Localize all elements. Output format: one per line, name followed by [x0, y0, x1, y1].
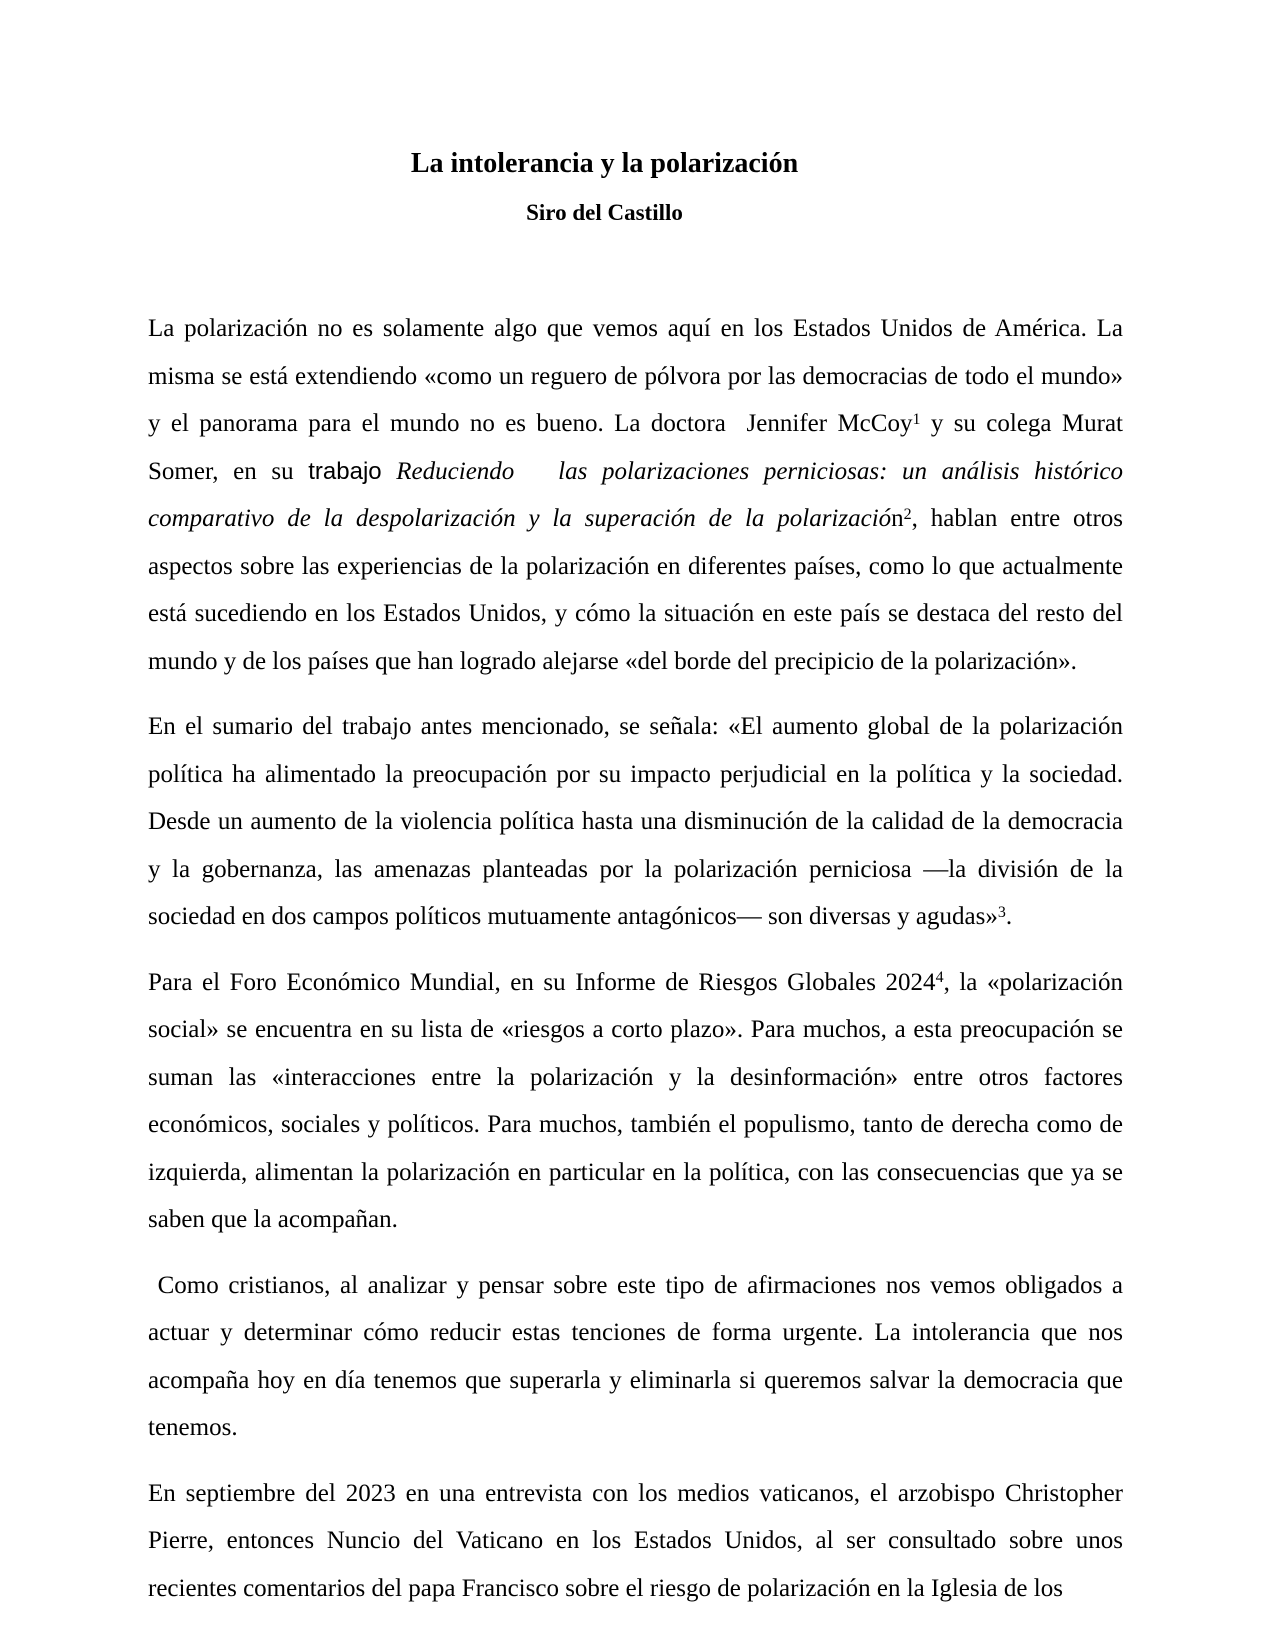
- paragraph: [148, 959, 1123, 1244]
- footnote-marker: 1: [912, 410, 921, 428]
- text-run: Como cristianos, al analizar y pensar sobre este tipo de afirmaciones nos vemos obligados a actuar y determinar cómo reducir estas tenciones de forma urgente. La intolerancia que nos acompaña hoy en día tenemos que superarla y eliminarla si queremos salvar la democracia que tenemos.: [148, 1271, 1123, 1441]
- text-run: trabajo: [308, 457, 382, 485]
- text-run: , hablan entre otros aspectos sobre las experiencias de la polarización en diferentes países, como lo que actualmente está sucediendo en los Estados Unidos, y cómo la situación en este país se destaca del resto del mundo y de los países que han logrado alejarse «del borde del precipicio de la polarización».: [148, 505, 1123, 675]
- document-body: [148, 305, 1123, 1612]
- document-author: Siro del Castillo: [526, 200, 683, 225]
- text-run: Para el Foro Económico Mundial, en su Informe de Riesgos Globales 2024: [148, 968, 936, 996]
- paragraph: [148, 703, 1123, 941]
- text-run: y su colega Murat Somer, en su: [148, 410, 1123, 485]
- text-run: n: [891, 505, 904, 532]
- text-run: Reduciendo las polarizaciones perniciosas: un análisis histórico comparativo de la despolarización y la superación de la polarizació: [148, 457, 1124, 532]
- text-run: [382, 458, 397, 485]
- text-run: En septiembre del 2023 en una entrevista con los medios vaticanos, el arzobispo Christopher Pierre, entonces Nuncio del Vaticano en los Estados Unidos, al ser consultado sobre unos recientes comentarios del papa Francisco sobre el riesgo de polarización en la Iglesia de los: [148, 1479, 1123, 1602]
- text-run: La polarización no es solamente algo que vemos aquí en los Estados Unidos de América. La misma se está extendiendo «como un reguero de pólvora por las democracias de todo el mundo» y el panorama para el mundo no es bueno. La doctora Jennifer McCoy: [148, 315, 1123, 437]
- document-content: [148, 0, 1123, 1630]
- footnote-marker: 2: [903, 505, 912, 523]
- text-run: .: [1005, 903, 1013, 930]
- document-title: La intolerancia y la polarización: [410, 148, 799, 179]
- paragraph: [148, 305, 1123, 685]
- text-run: En el sumario del trabajo antes mencionado, se señala: «El aumento global de la polarización política ha alimentado la preocupación por su impacto perjudicial en la política y la sociedad. Desde un aumento de la violencia política hasta una disminución de la calidad de la democracia y la gobernanza, las amenazas planteadas por la polarización perniciosa —la división de la sociedad en dos campos políticos mutuamente antagónicos— son diversas y agudas»: [148, 713, 1123, 930]
- footnote-marker: 3: [997, 903, 1006, 921]
- footnote-marker: 4: [935, 969, 944, 987]
- text-run: , la «polarización social» se encuentra en su lista de «riesgos a corto plazo». Para muchos, a esta preocupación se suman las «interacciones entre la polarización y la desinformación» entre otros factores económicos, sociales y políticos. Para muchos, también el populismo, tanto de derecha como de izquierda, alimentan la polarización en particular en la política, con las consecuencias que ya se saben que la acompañan.: [148, 968, 1124, 1233]
- paragraph: [148, 1470, 1123, 1613]
- paragraph: [148, 1262, 1123, 1452]
